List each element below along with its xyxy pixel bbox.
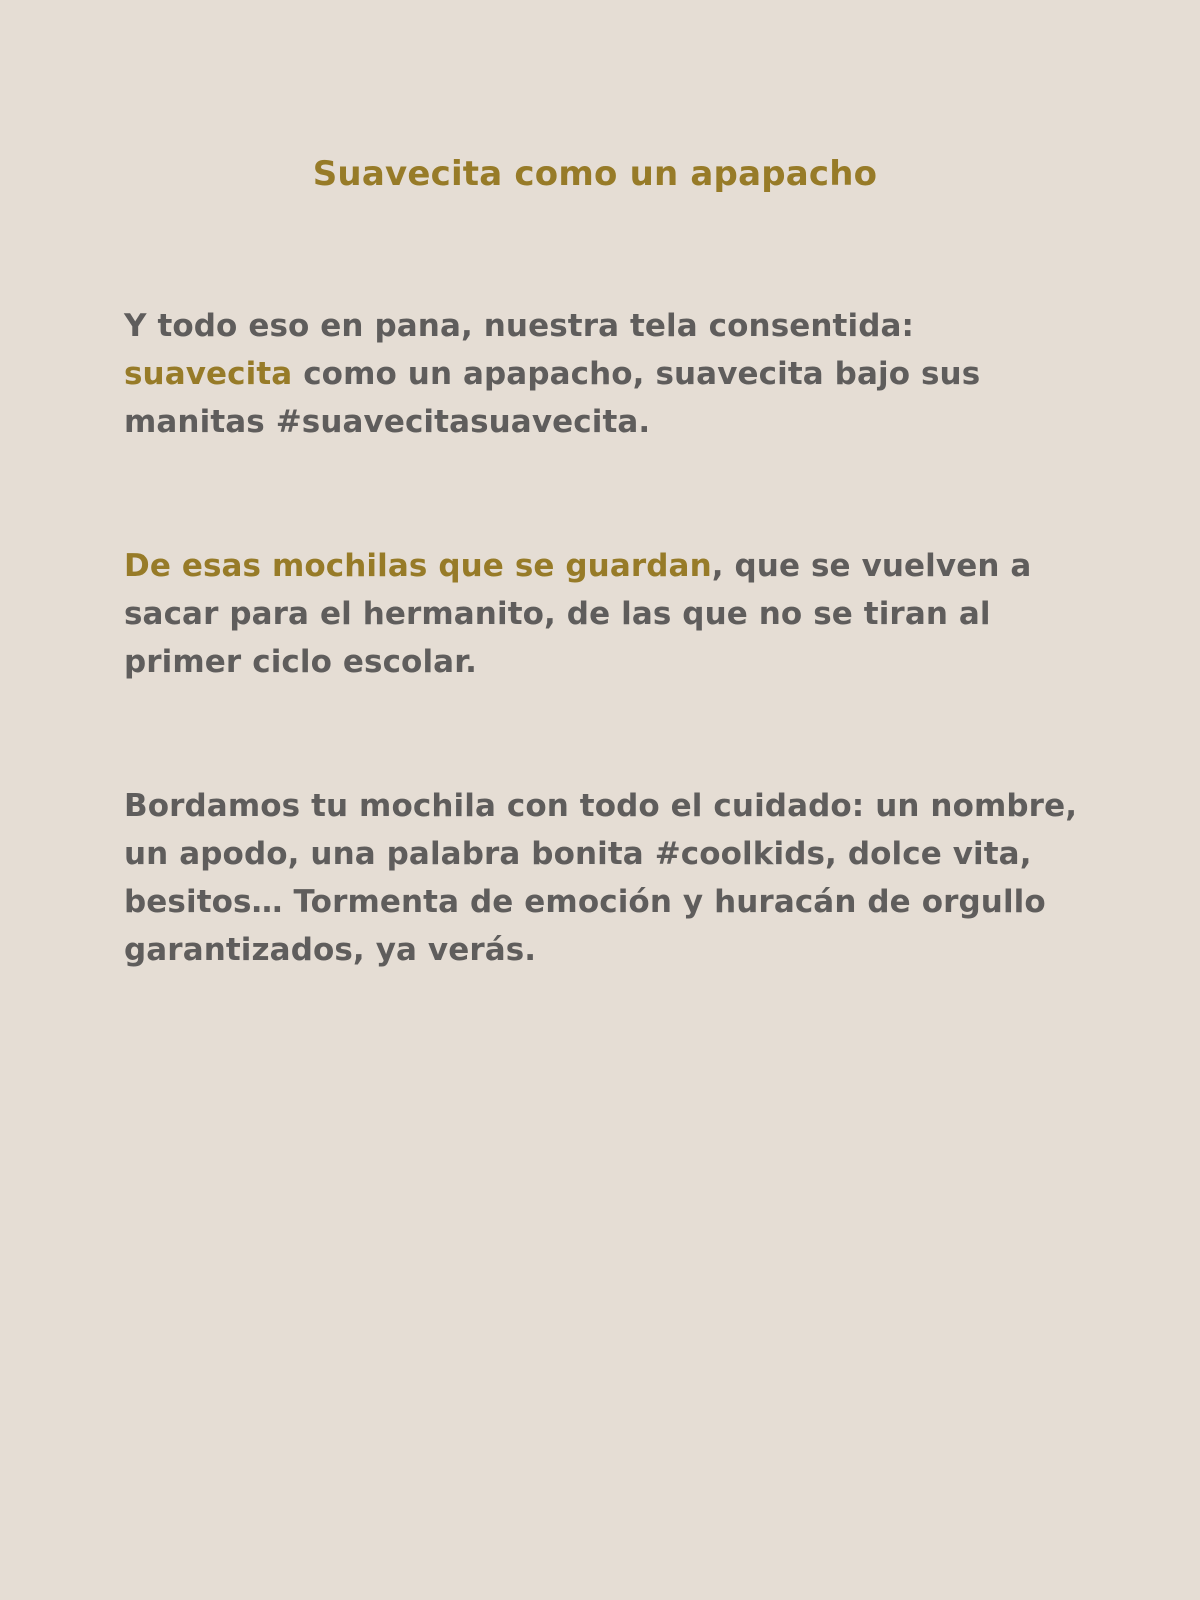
paragraph-fabric-text-end: como un apapacho, suavecita bajo sus manitas #suavecitasuavecita. — [124, 356, 981, 440]
paragraph-fabric — [124, 302, 1084, 446]
paragraph-fabric-text: Y todo eso en pana, nuestra tela consentida: — [124, 308, 915, 344]
paragraph-embroidery: Bordamos tu mochila con todo el cuidado: un nombre, un apodo, una palabra bonita #coolkids, dolce vita, besitos… Tormenta de emoción y huracán de orgullo garantizados, ya verás. — [124, 788, 1078, 968]
paragraph-fabric-highlight: suavecita — [124, 356, 293, 392]
section-title: Suavecita como un apapacho — [312, 154, 878, 194]
paragraph-durability — [124, 542, 1084, 686]
paragraph-durability-text: , que se vuelven a sacar para el hermanito, de las que no se tiran al primer ciclo escolar. — [124, 548, 1032, 680]
paragraph-durability-highlight: De esas mochilas que se guardan — [124, 548, 712, 584]
